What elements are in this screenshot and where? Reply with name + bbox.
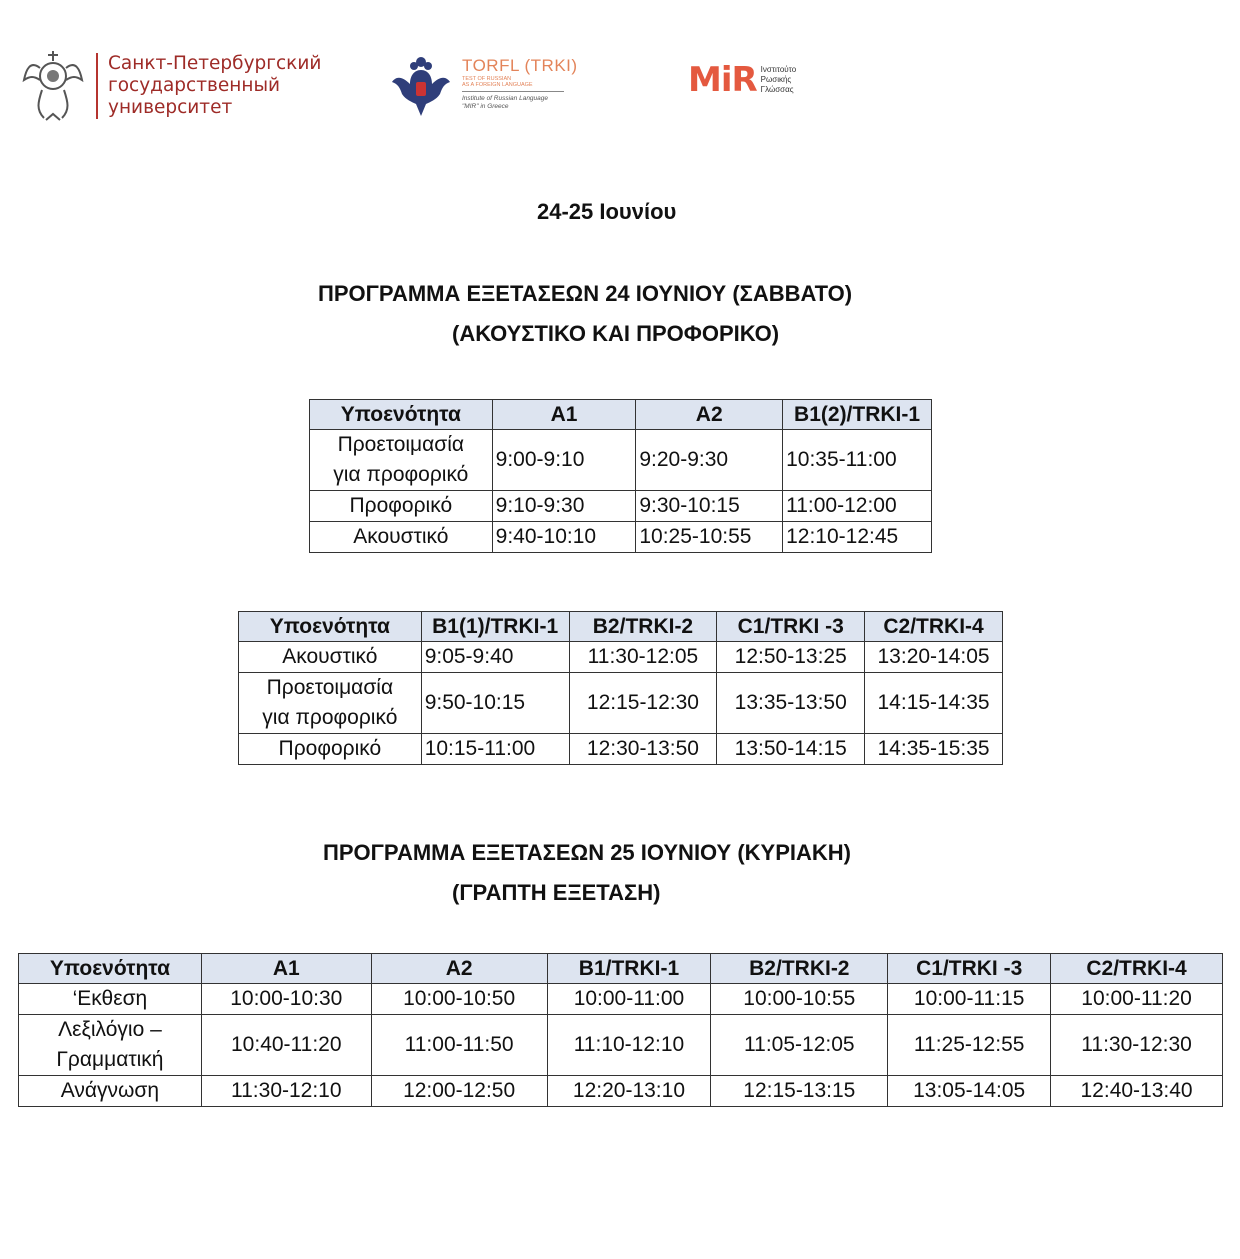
table-cell: 9:50-10:15: [421, 673, 569, 734]
spbu-divider: [96, 53, 98, 119]
table-cell: 11:00-12:00: [783, 491, 932, 522]
torfl-title: TORFL (TRKI): [462, 56, 578, 75]
table-cell: 11:30-12:30: [1051, 1015, 1223, 1076]
table-cell: 10:40-11:20: [201, 1015, 371, 1076]
table-row: [239, 673, 1003, 734]
column-header: A2: [371, 954, 547, 984]
table-cell: 9:10-9:30: [492, 491, 636, 522]
column-header: Υποενότητα: [239, 612, 422, 642]
table-cell: 12:10-12:45: [783, 522, 932, 553]
section1-title: ΠΡΟΓΡΑΜΜΑ ΕΞΕΤΑΣΕΩΝ 24 ΙΟΥΝΙΟΥ (ΣΑΒΒΑΤΟ): [318, 281, 853, 306]
mir-caption-line2: Ρωσικής: [760, 75, 792, 84]
table-cell: 12:15-13:15: [711, 1076, 888, 1107]
table-cell: 13:35-13:50: [717, 673, 865, 734]
table-cell: 13:20-14:05: [865, 642, 1003, 673]
torfl-logo: [390, 56, 580, 120]
table-cell: 9:05-9:40: [421, 642, 569, 673]
spbu-name-line3: университет: [108, 97, 233, 118]
column-header: B1/TRKI-1: [547, 954, 711, 984]
russian-eagle-icon: [390, 56, 452, 120]
table-cell: 11:25-12:55: [888, 1015, 1051, 1076]
column-header: C1/TRKI -3: [717, 612, 865, 642]
date-heading: 24-25 Ιουνίου: [537, 199, 677, 224]
table-header-row: [19, 954, 1223, 984]
torfl-inst1: Institute of Russian Language: [462, 95, 549, 102]
column-header: B1(1)/TRKI-1: [421, 612, 569, 642]
table-cell: 11:00-11:50: [371, 1015, 547, 1076]
mir-logo: [688, 60, 796, 100]
spbu-name-line1: Санкт-Петербургский: [108, 53, 322, 74]
table-row: [19, 984, 1223, 1015]
spbu-coat-of-arms-icon: [22, 46, 84, 126]
table-cell: 10:00-11:15: [888, 984, 1051, 1015]
mir-caption: [761, 65, 796, 95]
table-cell: 12:30-13:50: [569, 734, 717, 765]
column-header: Υποενότητα: [19, 954, 202, 984]
mir-caption-line3: Γλώσσας: [760, 85, 794, 94]
torfl-sub1: TEST OF RUSSIAN: [462, 76, 512, 82]
column-header: A1: [201, 954, 371, 984]
row-label: Προφορικό: [239, 734, 422, 765]
table-cell: 11:30-12:05: [569, 642, 717, 673]
column-header: B1(2)/TRKI-1: [783, 400, 932, 430]
table-cell: 12:15-12:30: [569, 673, 717, 734]
row-label: Προετοιμασία για προφορικό: [239, 673, 422, 734]
table-cell: 11:10-12:10: [547, 1015, 711, 1076]
table-cell: 10:00-10:30: [201, 984, 371, 1015]
table-cell: 13:50-14:15: [717, 734, 865, 765]
section2-title: ΠΡΟΓΡΑΜΜΑ ΕΞΕΤΑΣΕΩΝ 25 ΙΟΥΝΙΟΥ (ΚΥΡΙΑΚΗ): [323, 840, 852, 865]
torfl-text: [462, 56, 578, 110]
schedule-table-3: [18, 953, 1223, 1107]
torfl-sub2: AS A FOREIGN LANGUAGE: [462, 82, 533, 88]
table-row: [19, 1076, 1223, 1107]
table-cell: 10:00-10:55: [711, 984, 888, 1015]
spbu-logo: [22, 46, 322, 126]
table-cell: 10:35-11:00: [783, 430, 932, 491]
table-cell: 12:40-13:40: [1051, 1076, 1223, 1107]
row-label: Ακουστικό: [239, 642, 422, 673]
table-cell: 12:50-13:25: [717, 642, 865, 673]
row-label: Ακουστικό: [310, 522, 493, 553]
column-header: C2/TRKI-4: [1051, 954, 1223, 984]
torfl-rule: [462, 91, 564, 92]
table-cell: 12:20-13:10: [547, 1076, 711, 1107]
row-label: ‘Εκθεση: [19, 984, 202, 1015]
section2-subtitle: (ΓΡΑΠΤΗ ΕΞΕΤΑΣΗ): [452, 880, 661, 905]
table-row: [310, 430, 932, 491]
table-cell: 10:00-11:20: [1051, 984, 1223, 1015]
table-header-row: [239, 612, 1003, 642]
table-cell: 11:30-12:10: [201, 1076, 371, 1107]
row-label: Προετοιμασία για προφορικό: [310, 430, 493, 491]
column-header: C1/TRKI -3: [888, 954, 1051, 984]
table-row: [239, 734, 1003, 765]
column-header: B2/TRKI-2: [711, 954, 888, 984]
table-header-row: [310, 400, 932, 430]
row-label: Ανάγνωση: [19, 1076, 202, 1107]
table-cell: 12:00-12:50: [371, 1076, 547, 1107]
table-cell: 11:05-12:05: [711, 1015, 888, 1076]
table-cell: 10:25-10:55: [636, 522, 783, 553]
table-row: [19, 1015, 1223, 1076]
column-header: A2: [636, 400, 783, 430]
table-cell: 13:05-14:05: [888, 1076, 1051, 1107]
table-cell: 9:30-10:15: [636, 491, 783, 522]
row-label: Λεξιλόγιο – Γραμματική: [19, 1015, 202, 1076]
column-header: Υποενότητα: [310, 400, 493, 430]
table-cell: 14:15-14:35: [865, 673, 1003, 734]
schedule-table-2: [238, 611, 1003, 765]
table-row: [310, 491, 932, 522]
table-cell: 14:35-15:35: [865, 734, 1003, 765]
schedule-table-1: [309, 399, 932, 553]
table-row: [310, 522, 932, 553]
table-cell: 10:15-11:00: [421, 734, 569, 765]
mir-mark: MiR: [688, 60, 757, 100]
table-cell: 10:00-10:50: [371, 984, 547, 1015]
row-label: Προφορικό: [310, 491, 493, 522]
torfl-inst2: "MIR" in Greece: [462, 102, 509, 110]
spbu-name-line2: государственный: [108, 75, 281, 96]
table-cell: 9:20-9:30: [636, 430, 783, 491]
table-cell: 10:00-11:00: [547, 984, 711, 1015]
column-header: B2/TRKI-2: [569, 612, 717, 642]
column-header: C2/TRKI-4: [865, 612, 1003, 642]
section1-subtitle: (ΑΚΟΥΣΤΙΚΟ ΚΑΙ ΠΡΟΦΟΡΙΚΟ): [452, 321, 780, 346]
table-cell: 9:00-9:10: [492, 430, 636, 491]
mir-caption-line1: Ινστιτούτο: [760, 65, 797, 74]
table-cell: 9:40-10:10: [492, 522, 636, 553]
table-row: [239, 642, 1003, 673]
spbu-name: [108, 53, 321, 119]
column-header: A1: [492, 400, 636, 430]
